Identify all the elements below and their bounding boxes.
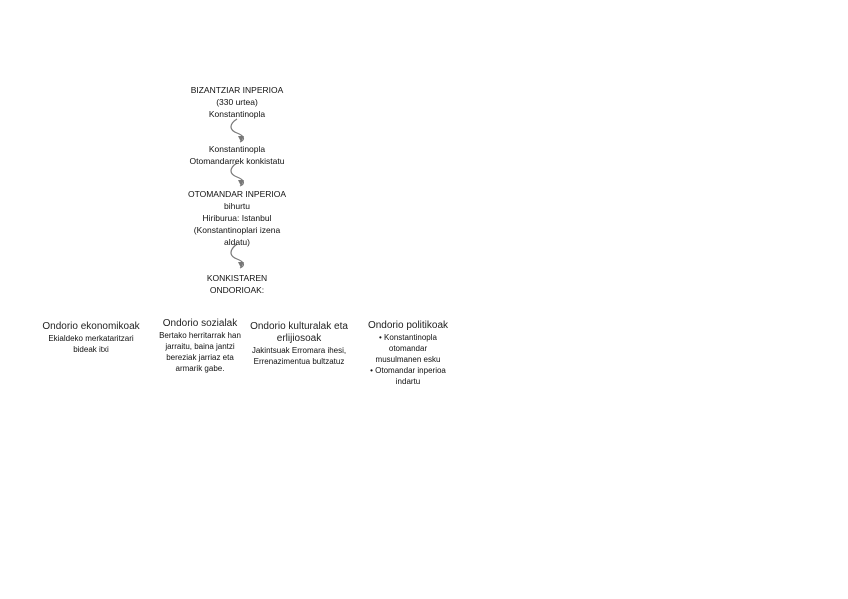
node-line: Hiriburua: Istanbul	[202, 213, 272, 223]
category-cultural-religious	[244, 321, 354, 367]
category-line: bideak itxi	[73, 345, 109, 354]
category-line: jarraitu, baina jantzi	[165, 342, 235, 351]
bullet-item-line: otomandar	[388, 344, 428, 353]
category-body	[150, 330, 250, 374]
bullet-item-line: • Konstantinopla	[358, 332, 458, 343]
category-title: Ondorio sozialak	[162, 318, 238, 329]
node-line: KONKISTAREN	[206, 273, 268, 283]
category-title-line: erlijiosoak	[276, 333, 322, 344]
category-line: Errenazimentua bultzatuz	[253, 357, 345, 366]
category-title: Ondorio ekonomikoak	[42, 321, 140, 332]
node-konkistaren-ondorioak	[177, 272, 297, 296]
category-line: armarik gabe.	[175, 364, 225, 373]
category-title-line: Ondorio kulturalak eta	[250, 321, 348, 332]
node-line: aldatu)	[224, 237, 250, 247]
category-line: Jakintsuak Erromara ihesi,	[251, 346, 347, 355]
node-line: Konstantinopla	[208, 109, 266, 119]
category-title	[244, 321, 354, 345]
arrowhead-3	[238, 262, 244, 268]
category-line: Ekialdeko merkataritzari	[48, 334, 134, 343]
category-body	[244, 345, 354, 367]
category-economic	[36, 321, 146, 355]
bullet-item-line: • Otomandar inperioa	[358, 365, 458, 376]
category-title: Ondorio politikoak	[367, 320, 449, 331]
connector-1-2	[231, 119, 243, 142]
node-line: OTOMANDAR INPERIOA	[187, 189, 287, 199]
node-line: ONDORIOAK:	[209, 285, 265, 295]
category-body	[36, 333, 146, 355]
node-bizantziar-inperioa	[177, 84, 297, 120]
node-line: BIZANTZIAR INPERIOA	[190, 85, 284, 95]
category-line: bereziak jarriaz eta	[166, 353, 234, 362]
node-otomandar-inperioa	[177, 188, 297, 248]
arrowhead-1	[238, 136, 244, 142]
category-body	[358, 332, 458, 387]
node-line: (330 urtea)	[216, 97, 258, 107]
bullet-item-line: musulmanen esku	[375, 355, 441, 364]
category-social	[150, 318, 250, 374]
category-political	[358, 320, 458, 387]
bullet-item-line: indartu	[395, 377, 421, 386]
node-line: Otomandarrek konkistatu	[189, 156, 285, 166]
node-line: bihurtu	[224, 201, 250, 211]
node-konkista	[177, 143, 297, 167]
node-line: (Konstantinoplari izena	[193, 225, 281, 235]
node-line: Konstantinopla	[208, 144, 266, 154]
arrowhead-2	[238, 180, 244, 186]
category-line: Bertako herritarrak han	[159, 331, 241, 340]
